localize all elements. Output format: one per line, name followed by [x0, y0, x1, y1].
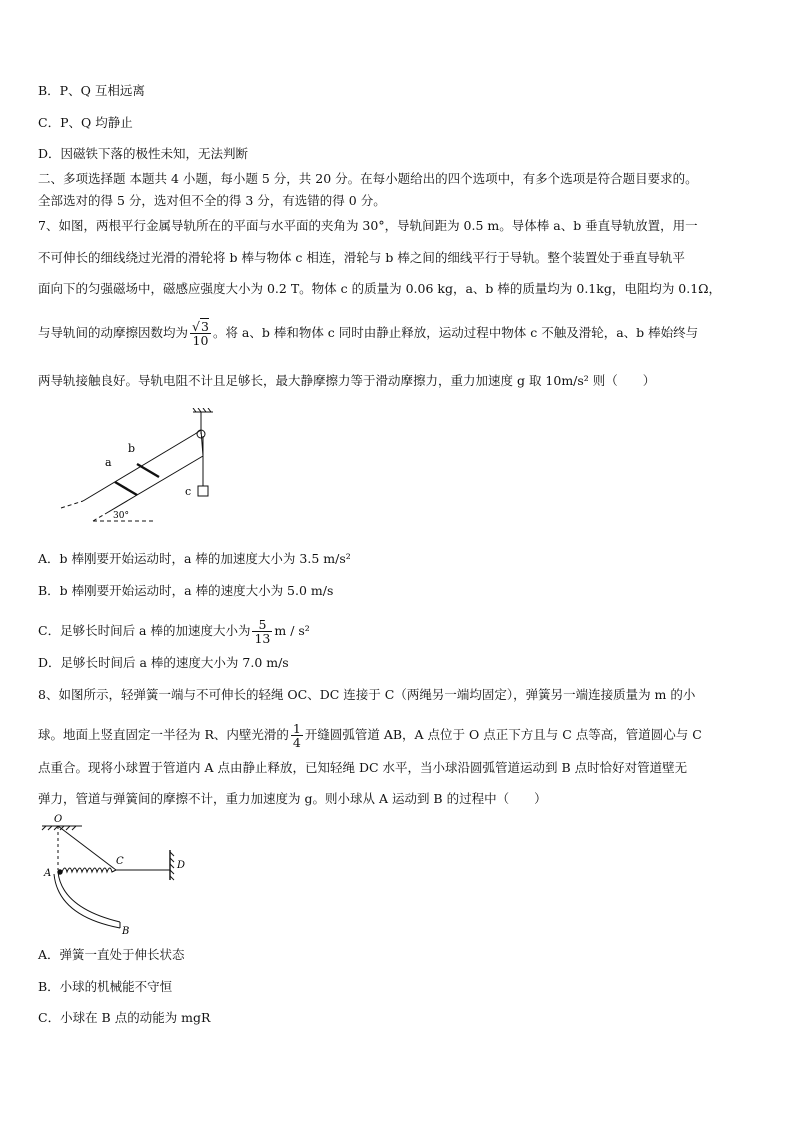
q6-option-b: B．P、Q 互相远离: [38, 83, 145, 98]
q7-line3: 面向下的匀强磁场中，磁感应强度大小为 0.2 T。物体 c 的质量为 0.06 kg，a、b 棒的质量均为 0.1kg，电阻均为 0.1Ω，: [38, 281, 722, 296]
q7-line5: 两导轨接触良好。导轨电阻不计且足够长，最大静摩擦力等于滑动摩擦力，重力加速度 g 取 10m/s² 则（ ）: [38, 373, 656, 388]
q8-option-c: C．小球在 B 点的动能为 mgR: [38, 1010, 211, 1025]
q8-line3: 点重合。现将小球置于管道内 A 点由静止释放，已知轻绳 DC 水平，当小球沿圆弧管道运动到 B 点时恰好对管道壁无: [38, 760, 688, 775]
q8-spring-figure: [38, 812, 188, 934]
label-b: B: [122, 926, 130, 934]
quarter-denominator: 4: [292, 735, 301, 750]
q7-line4-post: 。将 a、b 棒和物体 c 同时由静止释放，运动过程中物体 c 不触及滑轮，a、b 棒始终与: [212, 325, 699, 340]
q6-option-d: D．因磁铁下落的极性未知，无法判断: [38, 146, 249, 161]
q7-option-a: A．b 棒刚要开始运动时，a 棒的加速度大小为 3.5 m/s²: [38, 551, 351, 566]
label-angle: 30°: [113, 511, 129, 521]
q7-line2: 不可伸长的细线绕过光滑的滑轮将 b 棒与物体 c 相连，滑轮与 b 棒之间的细线平行于导轨。整个装置处于垂直导轨平: [38, 250, 685, 265]
q8-option-a: A．弹簧一直处于伸长状态: [38, 947, 185, 962]
quarter-fraction: [291, 722, 303, 749]
mu-denominator: 10: [192, 333, 209, 348]
q8-line2-post: 开缝圆弧管道 AB，A 点位于 O 点正下方且与 C 点等高，管道圆心与 C: [304, 727, 702, 742]
q8-line2-pre: 球。地面上竖直固定一半径为 R、内壁光滑的: [38, 727, 289, 742]
label-a: A: [44, 868, 52, 879]
q7-line4-pre: 与导轨间的动摩擦因数均为: [38, 325, 189, 340]
label-c: C: [116, 856, 124, 867]
section2-line1: 二、多项选择题 本题共 4 小题，每小题 5 分，共 20 分。在每小题给出的四个选项中，有多个选项是符合题目要求的。: [38, 171, 698, 186]
accel-numerator: 5: [252, 618, 272, 632]
label-c: c: [185, 485, 192, 498]
label-d: D: [177, 860, 186, 871]
quarter-numerator: 1: [292, 721, 301, 736]
section2-line2: 全部选对的得 5 分，选对但不全的得 3 分，有选错的得 0 分。: [38, 193, 386, 208]
accel-denominator: 13: [254, 631, 271, 646]
accel-unit: m / s²: [274, 623, 310, 638]
mu-fraction: $\frac{√3}{10}$: [192, 319, 209, 348]
accel-fraction: [252, 618, 272, 645]
q7-option-c-pre: C．足够长时间后 a 棒的加速度大小为: [38, 623, 251, 638]
q6-option-c: C．P、Q 均静止: [38, 115, 133, 130]
label-b: b: [128, 442, 136, 455]
q8-line1: 8、如图所示，轻弹簧一端与不可伸长的轻绳 OC、DC 连接于 C（两绳另一端均固定），弹簧另一端连接质量为 m 的小: [38, 687, 696, 702]
mu-numerator: 3: [200, 319, 209, 334]
q7-rail-figure: [55, 408, 225, 526]
q7-option-b: B．b 棒刚要开始运动时，a 棒的速度大小为 5.0 m/s: [38, 583, 334, 598]
q8-line2: [38, 722, 702, 749]
label-o: O: [54, 814, 63, 825]
q7-line1: 7、如图，两根平行金属导轨所在的平面与水平面的夹角为 30°，导轨间距为 0.5 m。导体棒 a、b 垂直导轨放置，用一: [38, 218, 698, 233]
q8-line4: 弹力，管道与弹簧间的摩擦不计，重力加速度为 g。则小球从 A 运动到 B 的过程中（ ）: [38, 791, 547, 806]
q7-line4: [38, 320, 698, 347]
label-a: a: [105, 456, 112, 469]
q7-option-c: [38, 618, 310, 645]
q8-option-b: B．小球的机械能不守恒: [38, 979, 173, 994]
q7-option-d: D．足够长时间后 a 棒的速度大小为 7.0 m/s: [38, 655, 289, 670]
